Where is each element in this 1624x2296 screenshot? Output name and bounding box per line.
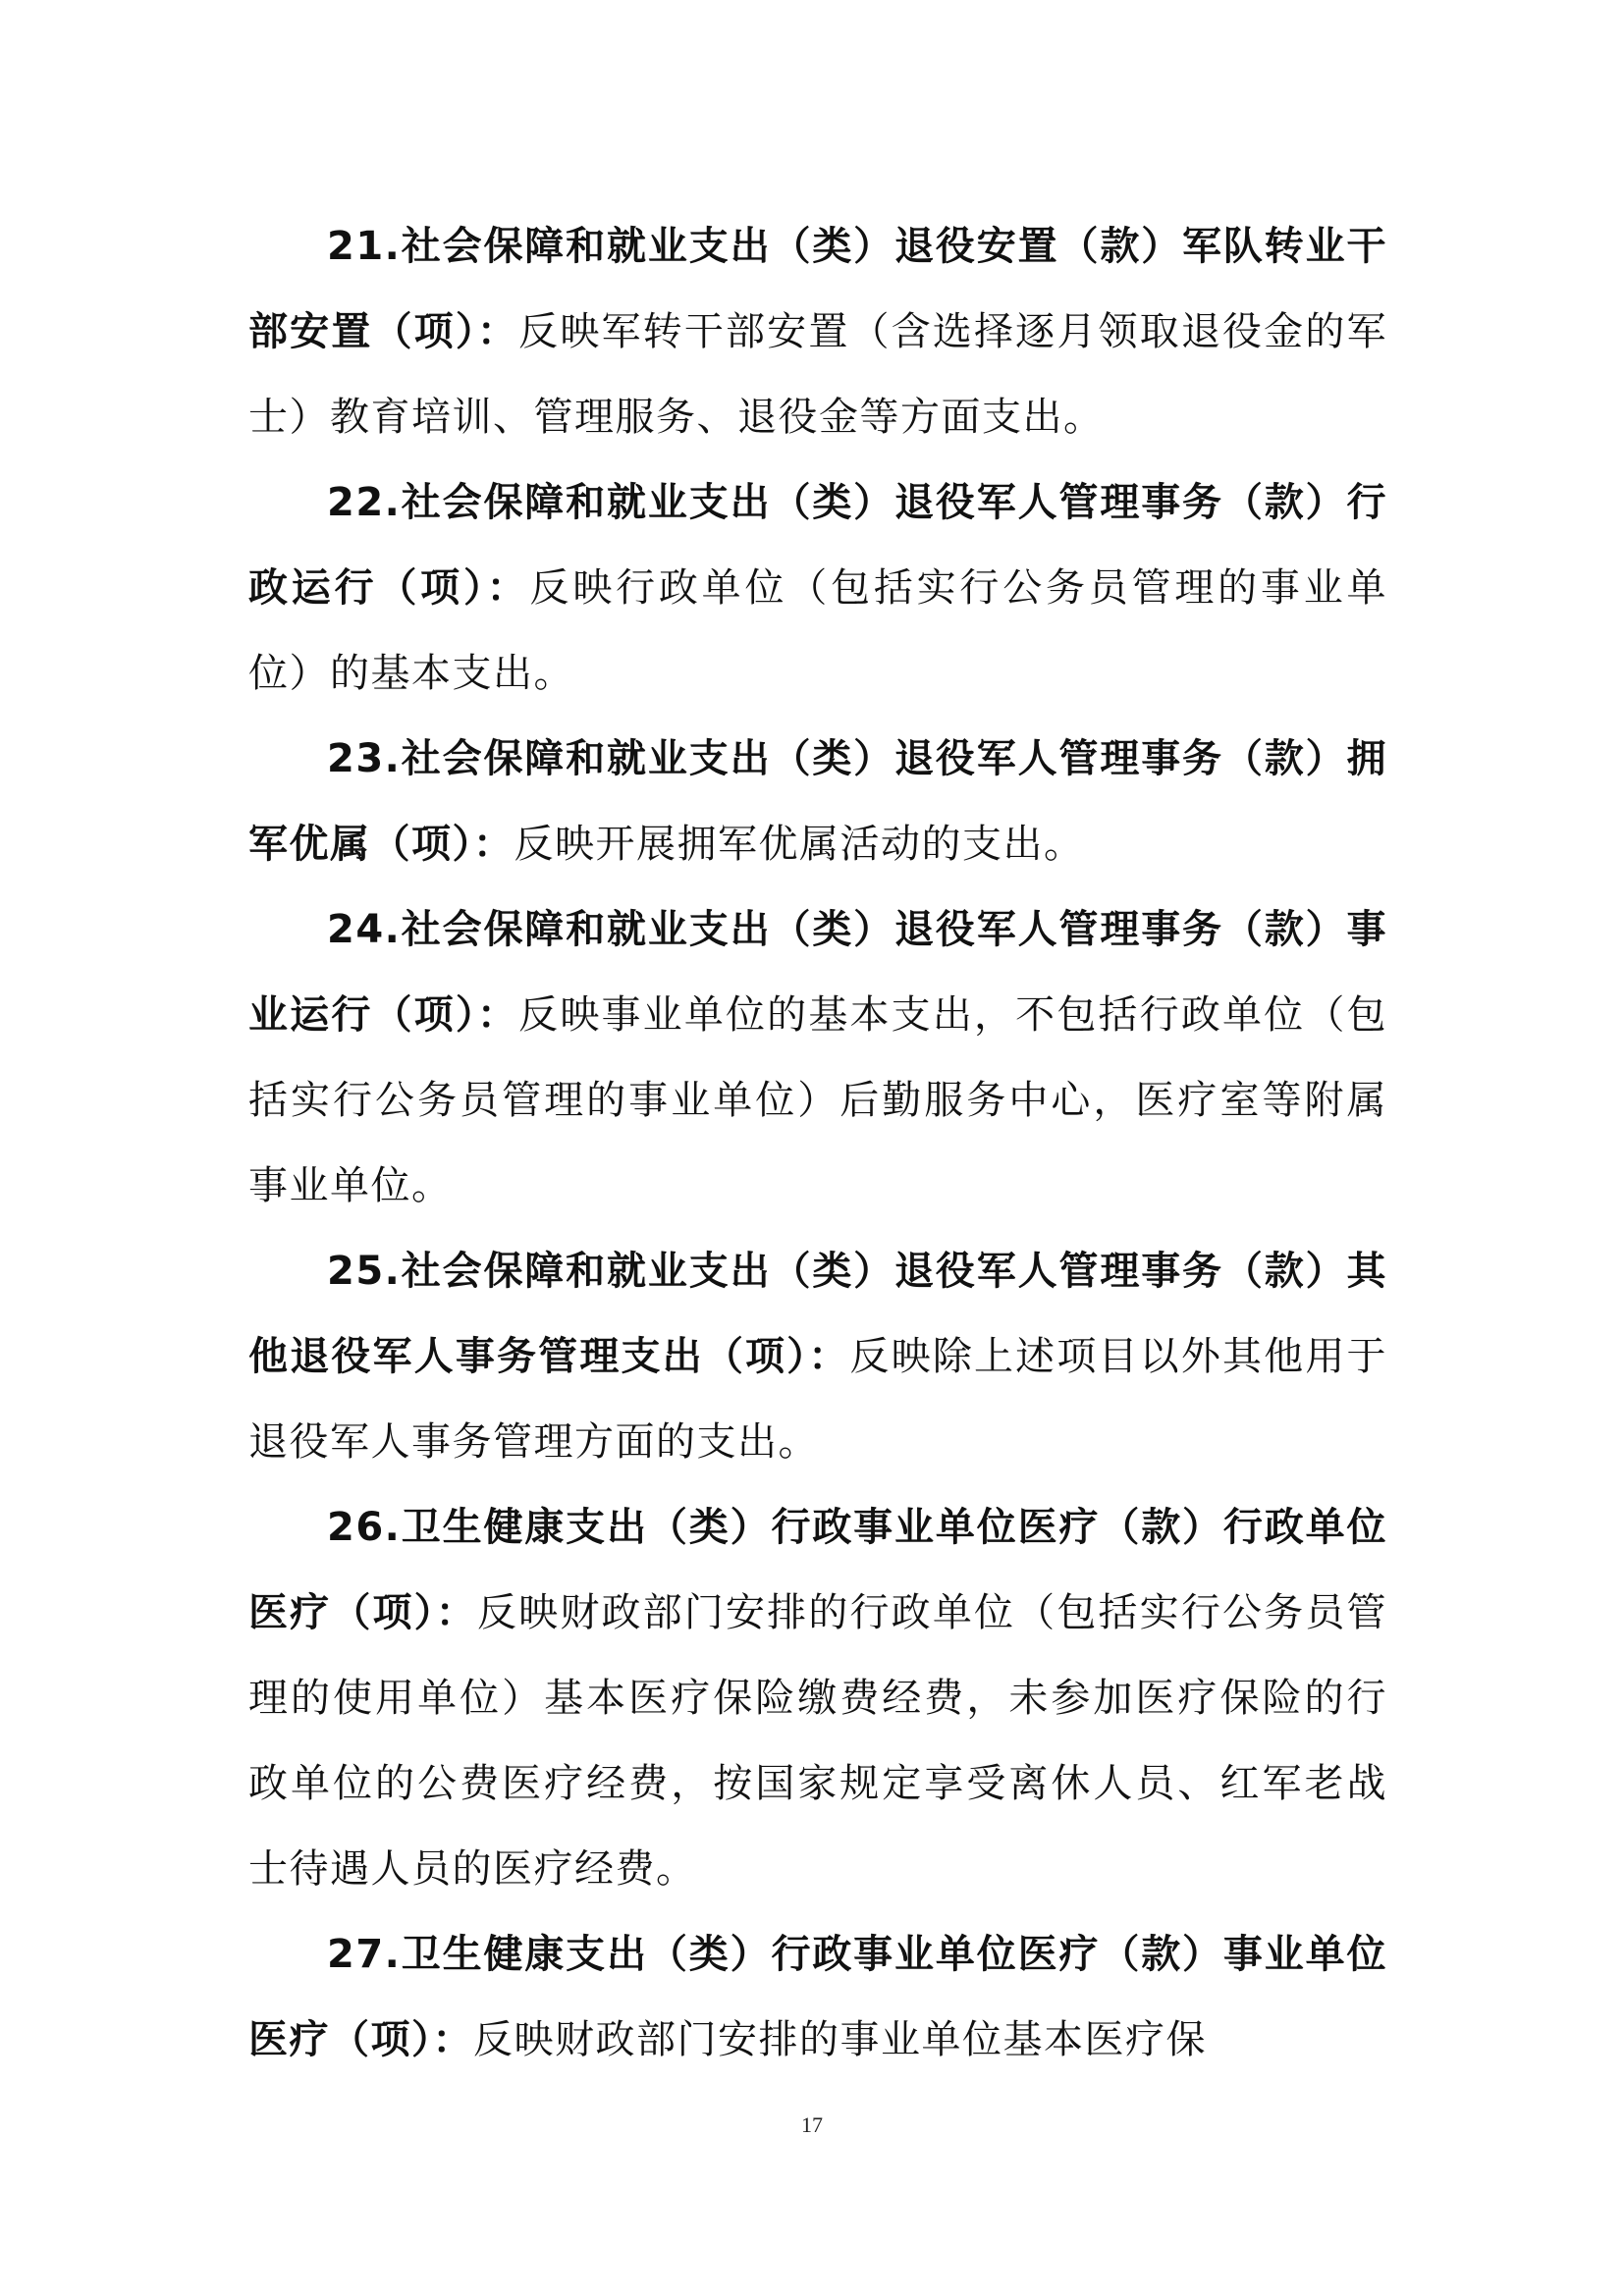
paragraph-24 [248,887,1387,1229]
paragraph-text: 反映除上述项目以外其他用于退役军人事务管理方面的支出。 [248,1334,1387,1465]
paragraph-text: 反映财政部门安排的事业单位基本医疗保 [473,2017,1207,2062]
paragraph-text: 反映行政单位（包括实行公务员管理的事业单位）的基本支出。 [248,565,1388,696]
paragraph-heading: 26.卫生健康支出（类）行政事业单位医疗（款）行政单位医疗（项）： [248,1505,1387,1635]
paragraph-text: 反映财政部门安排的行政单位（包括实行公务员管理的使用单位）基本医疗保险缴费经费，未参加医疗保险的行政单位的公费医疗经费，按国家规定享受离休人员、红军老战士待遇人员的医疗经费。 [248,1590,1387,1892]
paragraph-text: 反映事业单位的基本支出，不包括行政单位（包括实行公务员管理的事业单位）后勤服务中心，医疗室等附属事业单位。 [248,992,1388,1208]
document-body [248,204,1387,2083]
paragraph-text: 反映开展拥军优属活动的支出。 [514,822,1085,867]
paragraph-heading: 23.社会保障和就业支出（类）退役军人管理事务（款）拥军优属（项）： [248,736,1387,867]
paragraph-25 [248,1229,1387,1485]
page-number: 17 [801,2112,823,2137]
paragraph-22 [248,460,1387,717]
paragraph-heading: 22.社会保障和就业支出（类）退役军人管理事务（款）行政运行（项）： [248,480,1387,611]
paragraph-text: 反映军转干部安置（含选择逐月领取退役金的军士）教育培训、管理服务、退役金等方面支出。 [248,309,1388,440]
paragraph-heading: 24.社会保障和就业支出（类）退役军人管理事务（款）事业运行（项）： [248,907,1387,1038]
paragraph-26 [248,1485,1387,1912]
paragraph-heading: 25.社会保障和就业支出（类）退役军人管理事务（款）其他退役军人事务管理支出（项）： [248,1249,1387,1379]
paragraph-heading: 21.社会保障和就业支出（类）退役安置（款）军队转业干部安置（项）： [248,224,1387,354]
paragraph-heading: 27.卫生健康支出（类）行政事业单位医疗（款）事业单位医疗（项）： [248,1932,1387,2062]
paragraph-21 [248,204,1387,460]
paragraph-27 [248,1912,1387,2083]
paragraph-23 [248,717,1387,887]
